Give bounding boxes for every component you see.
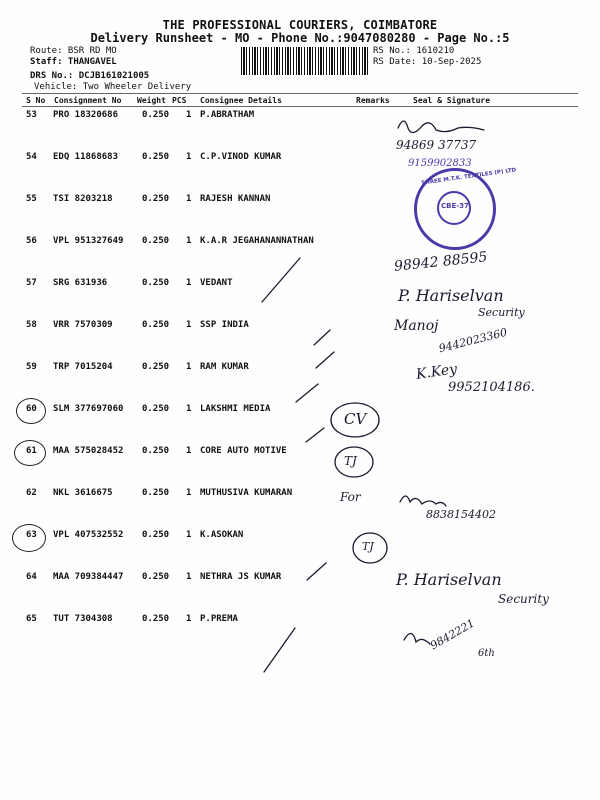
row-sno: 55 bbox=[26, 194, 37, 204]
row-weight: 0.250 bbox=[142, 446, 170, 456]
handwritten-phone: 9842221 bbox=[428, 616, 477, 653]
col-consignment: Consignment No bbox=[54, 96, 122, 105]
row-consignee: NETHRA JS KUMAR bbox=[200, 572, 282, 582]
row-consignment: PRO 18320686 bbox=[53, 110, 119, 120]
row-pcs: 1 bbox=[186, 404, 192, 414]
staff-label: Staff: THANGAVEL bbox=[30, 57, 117, 67]
row-sno: 60 bbox=[26, 404, 37, 414]
row-consignee: P.ABRATHAM bbox=[200, 110, 255, 120]
tick-mark bbox=[307, 563, 326, 580]
route-label: Route: BSR RD MO bbox=[30, 46, 117, 56]
signature-scrawl bbox=[404, 633, 430, 644]
row-weight: 0.250 bbox=[142, 530, 170, 540]
row-consignee: CORE AUTO MOTIVE bbox=[200, 446, 287, 456]
row-pcs: 1 bbox=[186, 446, 192, 456]
row-consignment: TUT 7304308 bbox=[53, 614, 113, 624]
row-consignment: MAA 709384447 bbox=[53, 572, 124, 582]
signature-scrawl bbox=[398, 121, 484, 133]
row-sno: 58 bbox=[26, 320, 37, 330]
row-consignment: SRG 631936 bbox=[53, 278, 108, 288]
row-consignment: SLM 377697060 bbox=[53, 404, 124, 414]
row-pcs: 1 bbox=[186, 194, 192, 204]
company-title: THE PROFESSIONAL COURIERS, COIMBATORE bbox=[162, 18, 438, 32]
row-sno: 54 bbox=[26, 152, 37, 162]
row-pcs: 1 bbox=[186, 236, 192, 246]
row-weight: 0.250 bbox=[142, 614, 170, 624]
handwritten-phone: 9159902833 bbox=[408, 158, 472, 169]
row-pcs: 1 bbox=[186, 362, 192, 372]
row-consignment: VRR 7570309 bbox=[53, 320, 113, 330]
rs-number: RS No.: 1610210 bbox=[373, 46, 455, 56]
handwritten-code: TJ bbox=[362, 540, 374, 553]
col-pcs: PCS bbox=[172, 96, 187, 105]
row-consignment: VPL 951327649 bbox=[53, 236, 124, 246]
row-sno: 57 bbox=[26, 278, 37, 288]
row-consignee: VEDANT bbox=[200, 278, 233, 288]
rs-date: RS Date: 10-Sep-2025 bbox=[373, 57, 482, 67]
company-stamp bbox=[414, 167, 517, 250]
row-weight: 0.250 bbox=[142, 110, 170, 120]
row-sno: 56 bbox=[26, 236, 37, 246]
row-consignee: SSP INDIA bbox=[200, 320, 249, 330]
row-pcs: 1 bbox=[186, 488, 192, 498]
handwritten-name: P. Hariselvan bbox=[398, 286, 504, 305]
tick-mark bbox=[264, 628, 295, 672]
row-weight: 0.250 bbox=[142, 236, 170, 246]
row-weight: 0.250 bbox=[142, 488, 170, 498]
row-consignee: K.A.R JEGAHANANNATHAN bbox=[200, 236, 314, 246]
row-sno: 65 bbox=[26, 614, 37, 624]
col-consignee: Consignee Details bbox=[200, 96, 282, 105]
row-consignment: TRP 7015204 bbox=[53, 362, 113, 372]
handwritten-phone: 98942 88595 bbox=[393, 249, 489, 275]
tick-mark bbox=[306, 428, 324, 442]
col-seal-signature: Seal & Signature bbox=[413, 96, 491, 105]
row-consignment: TSI 8203218 bbox=[53, 194, 113, 204]
col-remarks: Remarks bbox=[356, 96, 390, 105]
handwritten-name: Manoj bbox=[394, 318, 439, 334]
row-sno: 53 bbox=[26, 110, 37, 120]
handwritten-code: CV bbox=[344, 410, 367, 428]
row-pcs: 1 bbox=[186, 530, 192, 540]
row-consignment: EDQ 11868683 bbox=[53, 152, 119, 162]
drs-label: DRS No.: DCJB161021005 bbox=[30, 71, 150, 81]
handwritten-phone: 9442023360 bbox=[437, 325, 509, 356]
handwritten-phone: 9952104186. bbox=[448, 380, 535, 395]
row-pcs: 1 bbox=[186, 614, 192, 624]
stamp-inner-text: CBE-37 bbox=[441, 202, 469, 210]
row-weight: 0.250 bbox=[142, 278, 170, 288]
handwritten-for: For bbox=[340, 490, 361, 504]
row-consignee: P.PREMA bbox=[200, 614, 238, 624]
handwritten-extra: 6th bbox=[478, 648, 495, 659]
signature-scrawl bbox=[400, 496, 446, 506]
handwritten-name: P. Hariselvan bbox=[396, 570, 502, 589]
row-sno: 63 bbox=[26, 530, 37, 540]
row-consignee: RAJESH KANNAN bbox=[200, 194, 271, 204]
row-pcs: 1 bbox=[186, 110, 192, 120]
row-weight: 0.250 bbox=[142, 320, 170, 330]
row-weight: 0.250 bbox=[142, 572, 170, 582]
col-sno: S No bbox=[26, 96, 46, 105]
handwritten-role: Security bbox=[498, 592, 549, 606]
col-weight: Weight bbox=[137, 96, 166, 105]
tick-mark bbox=[296, 384, 318, 402]
row-consignment: NKL 3616675 bbox=[53, 488, 113, 498]
row-sno: 59 bbox=[26, 362, 37, 372]
stamp-outer-text: SHREE M.T.K. TEXTILES (P) LTD bbox=[421, 167, 517, 187]
tick-mark bbox=[262, 258, 300, 302]
row-sno: 62 bbox=[26, 488, 37, 498]
handwritten-code: TJ bbox=[344, 454, 357, 468]
row-consignee: LAKSHMI MEDIA bbox=[200, 404, 271, 414]
row-pcs: 1 bbox=[186, 278, 192, 288]
row-weight: 0.250 bbox=[142, 362, 170, 372]
handwritten-phone: 94869 37737 bbox=[396, 138, 477, 152]
row-pcs: 1 bbox=[186, 320, 192, 330]
row-weight: 0.250 bbox=[142, 152, 170, 162]
row-weight: 0.250 bbox=[142, 404, 170, 414]
row-consignee: MUTHUSIVA KUMARAN bbox=[200, 488, 293, 498]
vehicle-label: Vehicle: Two Wheeler Delivery bbox=[34, 82, 192, 92]
handwritten-role: Security bbox=[478, 306, 525, 319]
tick-mark bbox=[314, 330, 330, 345]
handwritten-name: K.Key bbox=[415, 361, 459, 383]
row-consignment: VPL 407532552 bbox=[53, 530, 124, 540]
row-pcs: 1 bbox=[186, 152, 192, 162]
row-consignee: RAM KUMAR bbox=[200, 362, 249, 372]
row-sno: 64 bbox=[26, 572, 37, 582]
row-consignee: K.ASOKAN bbox=[200, 530, 244, 540]
row-consignee: C.P.VINOD KUMAR bbox=[200, 152, 282, 162]
tick-mark bbox=[316, 352, 334, 368]
row-consignment: MAA 575028452 bbox=[53, 446, 124, 456]
row-sno: 61 bbox=[26, 446, 37, 456]
runsheet-subtitle: Delivery Runsheet - MO - Phone No.:9047080280 - Page No.:5 bbox=[90, 31, 510, 45]
row-pcs: 1 bbox=[186, 572, 192, 582]
handwritten-phone: 8838154402 bbox=[426, 508, 496, 521]
row-weight: 0.250 bbox=[142, 194, 170, 204]
